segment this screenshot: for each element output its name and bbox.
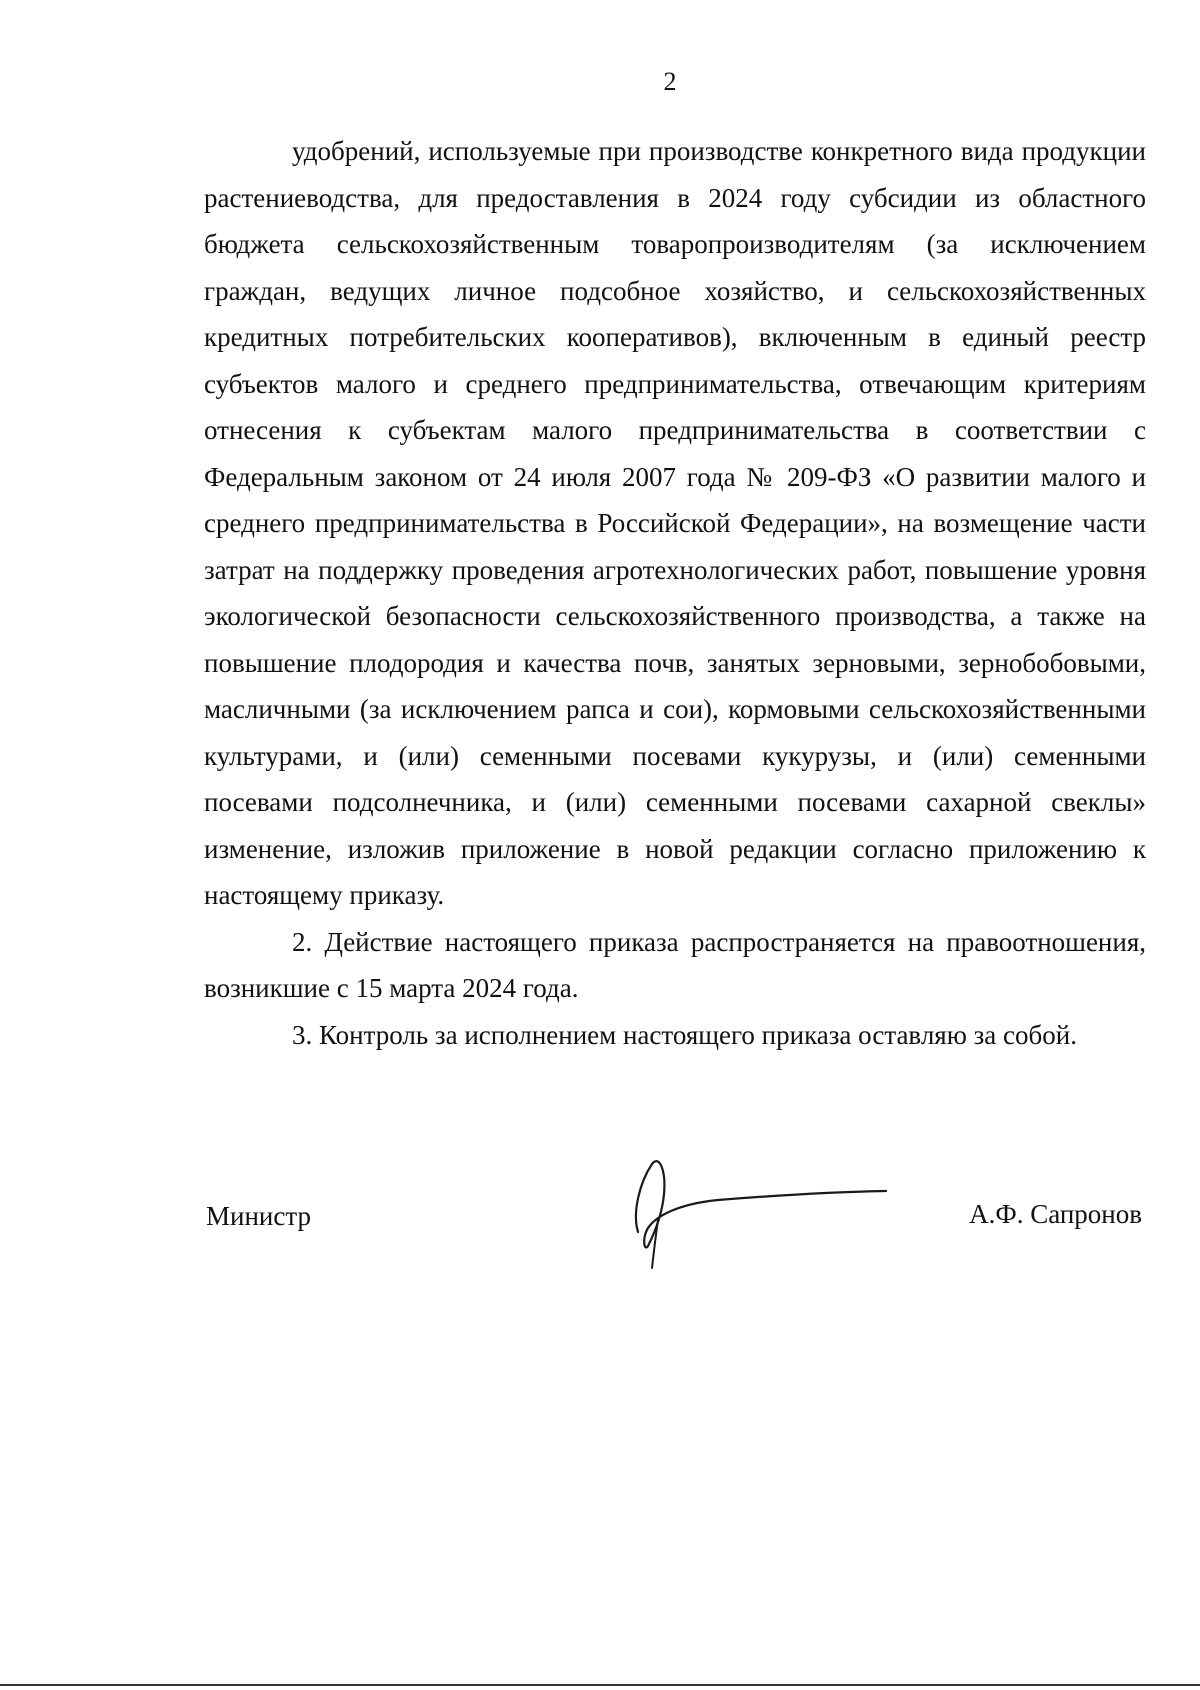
paragraph-item-2: 2. Действие настоящего приказа распространяется на правоотношения, возникшие с 15 марта 2024 года. (204, 926, 1146, 1003)
paragraph-continuation: удобрений, используемые при производстве конкретного вида продукции растениеводства, для предоставления в 2024 году субсидии из областного бюджета сельскохозяйственным товаропроизводителям (за исключением граждан, ведущих личное подсобное хозяйство, и сельскохозяйственных кредитных потребительских кооперативов), включенным в единый реестр субъектов малого и среднего предпринимательства, отвечающим критериям отнесения к субъектам малого предпринимательства в соответствии с Федеральным законом от 24 июля 2007 года № 209-ФЗ «О развитии малого и среднего предпринимательства в Российской Федерации», на возмещение части затрат на поддержку проведения агротехнологических работ, повышение уровня экологической безопасности сельскохозяйственного производства, а также на повышение плодородия и качества почв, занятых зерновыми, зернобобовыми, масличными (за исключением рапса и сои), кормовыми сельскохозяйственными культурами, и (или) семенными посевами кукурузы, и (или) семенными посевами подсолнечника, и (или) семенными посевами сахарной свеклы» изменение, изложив приложение в новой редакции согласно приложению к настоящему приказу. (204, 136, 1146, 910)
signatory-name: А.Ф. Сапронов (969, 1199, 1142, 1229)
handwritten-signature-icon (618, 1142, 898, 1272)
bottom-edge-line (0, 1684, 1200, 1686)
signatory-title: Министр (206, 1201, 311, 1231)
paragraph-item-3: 3. Контроль за исполнением настоящего приказа оставляю за собой. (292, 1019, 1077, 1050)
document-body (204, 128, 1146, 1058)
page-number: 2 (663, 67, 677, 96)
